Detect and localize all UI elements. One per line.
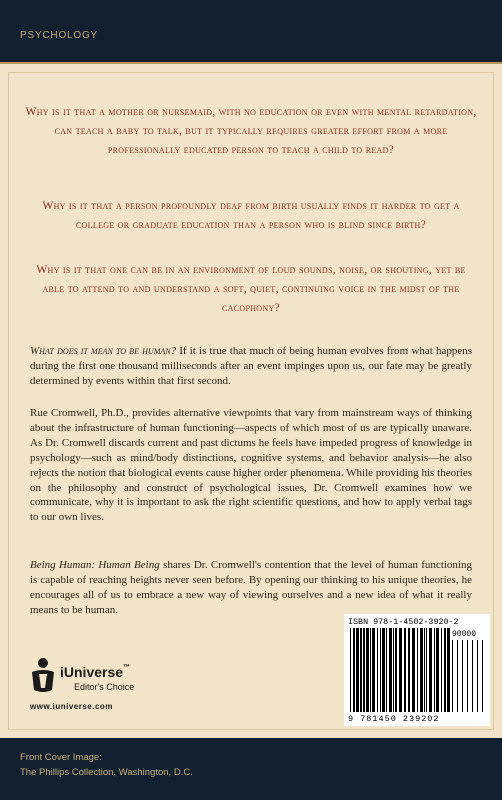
paragraph-3 xyxy=(30,558,472,618)
publisher-name: iUniverse™ xyxy=(60,664,131,680)
paragraph-1 xyxy=(30,344,472,389)
publisher-url: www.iuniverse.com xyxy=(30,702,113,711)
paragraph-2: Rue Cromwell, Ph.D., provides alternative viewpoints that vary from mainstream ways of thinking about the infrastructure of human functioning—aspects of which most of us are typically unaware. As Dr. Cromwell discards current and past dictums he feels have impeded progress of knowledge in psychology—such as mind/body distinctions, cognitive systems, and behavior analysis—he also rejects the notion that biological events cause higher order phenomena. While providing his theories on the philosophy and construct of psychological issues, Dr. Cromwell examines how we communicate, why it is important to ask the right scientific questions, and how to apply verbal tags to our own lives. xyxy=(30,407,472,524)
cover-credit-line-1: Front Cover Image: xyxy=(20,752,102,763)
question-3: Why is it that one can be in an environment of loud sounds, noise, or shouting, yet be able to attend to and understand a soft, quiet, continuing voice in the midst of the cacophony? xyxy=(36,263,466,314)
paragraph-1-rest: If it is true that much of being human evolves from what happens during the first one thousand milliseconds after an event impinges upon us, our fate may be greatly determined by events within that first second. xyxy=(30,345,472,387)
paragraph-3-rest: shares Dr. Cromwell's contention that the level of human functioning is capable of reaching heights never seen before. By opening our thinking to his unique theories, he encourages all of us to embrace a new way of viewing ourselves and a new idea of what it really means to be human. xyxy=(30,559,472,616)
iuniverse-logo-icon xyxy=(28,656,58,694)
cover-credit-line-2: The Phillips Collection, Washington, D.C. xyxy=(20,767,193,778)
isbn-text: ISBN 978-1-4502-3920-2 xyxy=(348,617,459,627)
paragraph-1-lead: What does it mean to be human? xyxy=(30,345,177,357)
barcode-bars xyxy=(348,628,486,714)
barcode xyxy=(344,614,490,726)
editors-choice-badge: Editor's Choice xyxy=(74,682,135,692)
barcode-addon-number: 90000 xyxy=(452,630,477,639)
book-title-mention: Being Human: Human Being xyxy=(30,559,160,571)
category-label: PSYCHOLOGY xyxy=(20,30,99,41)
publisher-logo xyxy=(24,654,154,726)
barcode-digits: 9 781450 239202 xyxy=(348,714,440,724)
question-2: Why is it that a person profoundly deaf from birth usually finds it harder to get a college or graduate education than a person who is blind since birth? xyxy=(42,199,460,231)
top-band xyxy=(0,0,502,62)
question-1: Why is it that a mother or nursemaid, with no education or even with mental retardation, can teach a baby to talk, but it typically requires greater effort from a more professionally educated person to teach a child to read? xyxy=(25,105,477,156)
